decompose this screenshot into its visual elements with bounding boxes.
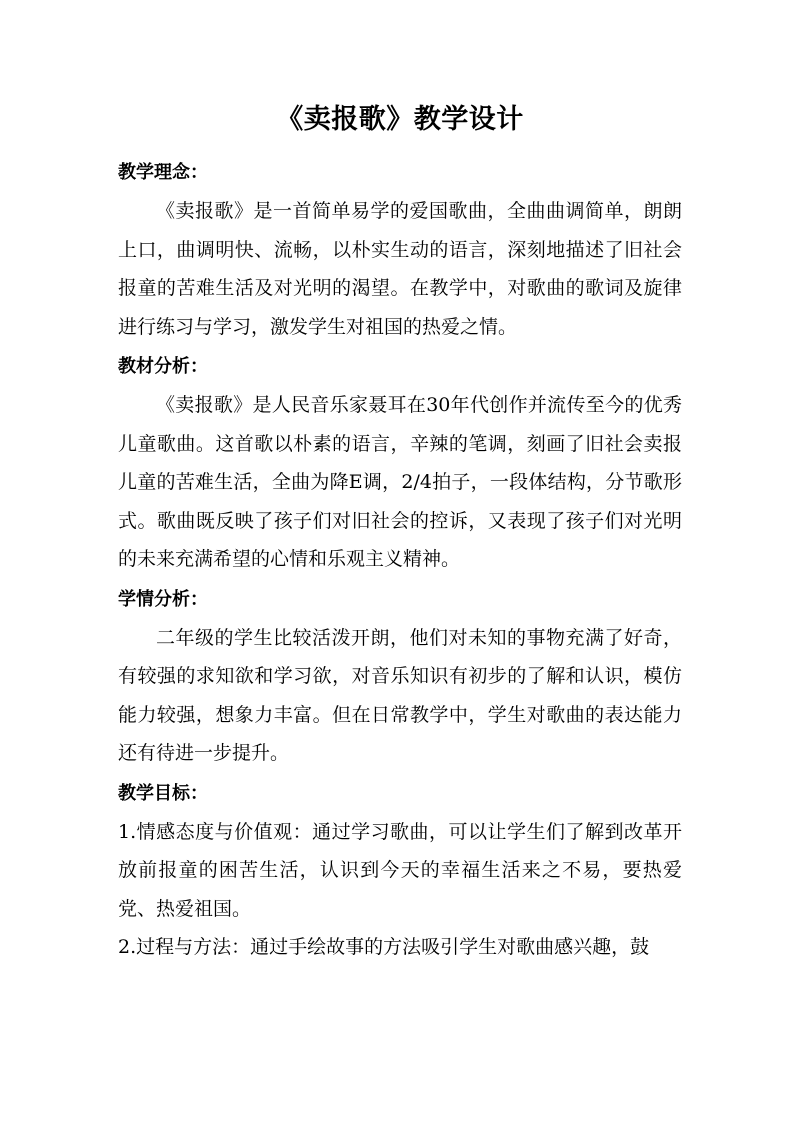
- section-paragraph: 二年级的学生比较活泼开朗，他们对未知的事物充满了好奇，有较强的求知欲和学习欲，对音乐知识有初步的了解和认识，模仿能力较强，想象力丰富。但在日常教学中，学生对歌曲的表达能力还有待进一步提升。: [118, 626, 682, 764]
- section-paragraph: 《卖报歌》是一首简单易学的爱国歌曲，全曲曲调简单，朗朗上口，曲调明快、流畅，以朴实生动的语言，深刻地描述了旧社会报童的苦难生活及对光明的渴望。在教学中，对歌曲的歌词及旋律进行练习与学习，激发学生对祖国的热爱之情。: [118, 200, 682, 338]
- section-heading: 教学理念：: [118, 162, 208, 183]
- section-student-analysis: [118, 581, 682, 773]
- section-heading: 教学目标：: [118, 782, 208, 804]
- section-paragraph: 《卖报歌》是人民音乐家聂耳在30年代创作并流传至今的优秀儿童歌曲。这首歌以朴素的语言，辛辣的笔调，刻画了旧社会卖报儿童的苦难生活，全曲为降E调，2/4拍子，一段体结构，分节歌形式。歌曲既反映了孩子们对旧社会的控诉，又表现了孩子们对光明的未来充满希望的心情和乐观主义精神。: [118, 394, 682, 570]
- goal-item: 2.过程与方法：通过手绘故事的方法吸引学生对歌曲感兴趣，鼓: [118, 936, 650, 958]
- section-teaching-philosophy: [118, 154, 682, 346]
- section-teaching-goals: [118, 775, 682, 967]
- section-material-analysis: [118, 348, 682, 579]
- document-title: 《卖报歌》教学设计: [276, 104, 524, 135]
- goal-item: 1.情感态度与价值观：通过学习歌曲，可以让学生们了解到改革开放前报童的困苦生活，认识到今天的幸福生活来之不易，要热爱党、热爱祖国。: [118, 820, 682, 920]
- section-heading: 学情分析：: [118, 588, 208, 610]
- section-heading: 教材分析：: [118, 356, 208, 377]
